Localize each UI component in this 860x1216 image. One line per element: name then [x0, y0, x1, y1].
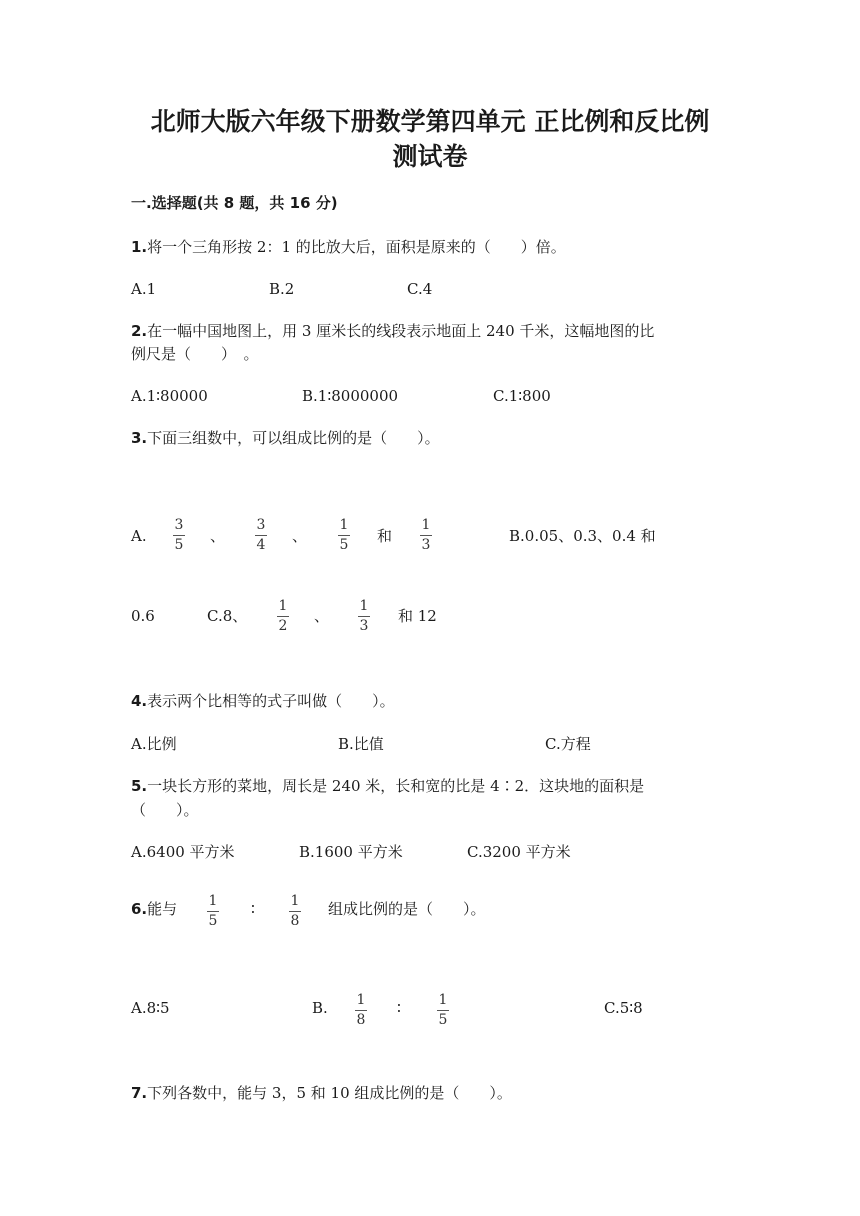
question-2	[131, 321, 654, 341]
question-number: 5.	[131, 777, 148, 795]
question-number: 1.	[131, 238, 148, 256]
denominator: 3	[421, 537, 431, 553]
option-b: B.2	[269, 280, 295, 298]
fraction-bar	[437, 1010, 449, 1011]
question-number: 6.	[131, 900, 148, 918]
question-text: 表示两个比相等的式子叫做（ ）。	[147, 692, 395, 710]
question-text: 将一个三角形按 2：1 的比放大后，面积是原来的（ ）倍。	[147, 238, 566, 256]
ratio-colon: ∶	[397, 999, 401, 1017]
denominator: 5	[208, 913, 218, 929]
fraction	[437, 992, 449, 1029]
fraction	[420, 517, 432, 554]
denominator: 8	[290, 913, 300, 929]
numerator: 1	[438, 992, 448, 1008]
option-a: A.1∶80000	[131, 387, 208, 405]
question-text: 下列各数中，能与 3，5 和 10 组成比例的是（ ）。	[147, 1084, 512, 1102]
fraction-bar	[207, 911, 219, 912]
fraction-bar	[277, 616, 289, 617]
fraction	[255, 517, 267, 554]
fraction	[207, 893, 219, 930]
question-4	[131, 691, 395, 711]
option-a: A.1	[131, 280, 157, 298]
option-c-end: 和 12	[398, 607, 437, 625]
separator: 、	[292, 527, 308, 545]
denominator: 2	[278, 618, 288, 634]
question-6-post: 组成比例的是（ ）。	[328, 900, 486, 918]
fraction	[358, 598, 370, 635]
option-b: B.0.05、0.3、0.4 和	[509, 527, 656, 545]
question-text: 一块长方形的菜地，周长是 240 米，长和宽的比是 4∶2．这块地的面积是	[147, 777, 645, 795]
fraction-bar	[355, 1010, 367, 1011]
numerator: 3	[256, 517, 266, 533]
denominator: 8	[356, 1012, 366, 1028]
numerator: 3	[174, 517, 184, 533]
question-number: 7.	[131, 1084, 148, 1102]
fraction-bar	[289, 911, 301, 912]
and-word: 和	[377, 527, 393, 545]
question-text: 下面三组数中，可以组成比例的是（ ）。	[147, 429, 440, 447]
fraction-bar	[358, 616, 370, 617]
option-c: C.1∶800	[493, 387, 551, 405]
ratio-colon: ∶	[251, 900, 255, 918]
option-a: A.6400 平方米	[131, 843, 235, 861]
question-text: 能与	[147, 900, 178, 918]
question-text: 在一幅中国地图上，用 3 厘米长的线段表示地面上 240 千米，这幅地图的比	[147, 322, 655, 340]
option-a: A.比例	[131, 735, 177, 753]
option-c: C.4	[407, 280, 433, 298]
fraction	[355, 992, 367, 1029]
numerator: 1	[359, 598, 369, 614]
fraction-bar	[173, 535, 185, 536]
option-b-continued: 0.6	[131, 607, 155, 625]
separator: 、	[210, 527, 226, 545]
option-b: B.1600 平方米	[299, 843, 403, 861]
page-title: 北师大版六年级下册数学第四单元 正比例和反比例	[150, 107, 710, 136]
option-a: A.8∶5	[131, 999, 170, 1017]
separator: 、	[314, 607, 330, 625]
option-c: C.方程	[545, 735, 591, 753]
denominator: 5	[174, 537, 184, 553]
option-b: B.1∶8000000	[302, 387, 399, 405]
denominator: 3	[359, 618, 369, 634]
question-number: 3.	[131, 429, 148, 447]
option-b-label: B.	[312, 999, 328, 1017]
question-2-line2: 例尺是（ ） 。	[131, 345, 259, 363]
page-title-line2: 测试卷	[392, 142, 468, 171]
question-number: 2.	[131, 322, 148, 340]
numerator: 1	[421, 517, 431, 533]
numerator: 1	[339, 517, 349, 533]
numerator: 1	[278, 598, 288, 614]
denominator: 5	[339, 537, 349, 553]
option-a-label: A.	[131, 527, 147, 545]
section-heading: 一.选择题(共 8 题，共 16 分)	[131, 194, 338, 212]
question-3	[131, 428, 440, 448]
question-6	[131, 899, 177, 919]
question-5	[131, 776, 644, 796]
fraction-bar	[420, 535, 432, 536]
option-c-label: C.8、	[207, 607, 248, 625]
fraction	[289, 893, 301, 930]
fraction	[173, 517, 185, 554]
option-c: C.5∶8	[604, 999, 643, 1017]
fraction-bar	[338, 535, 350, 536]
fraction-bar	[255, 535, 267, 536]
question-7	[131, 1083, 512, 1103]
fraction	[338, 517, 350, 554]
numerator: 1	[290, 893, 300, 909]
question-5-line2: （ ）。	[131, 801, 199, 819]
numerator: 1	[356, 992, 366, 1008]
option-b: B.比值	[338, 735, 384, 753]
denominator: 4	[256, 537, 266, 553]
numerator: 1	[208, 893, 218, 909]
question-1	[131, 237, 566, 257]
question-number: 4.	[131, 692, 148, 710]
denominator: 5	[438, 1012, 448, 1028]
fraction	[277, 598, 289, 635]
option-c: C.3200 平方米	[467, 843, 571, 861]
